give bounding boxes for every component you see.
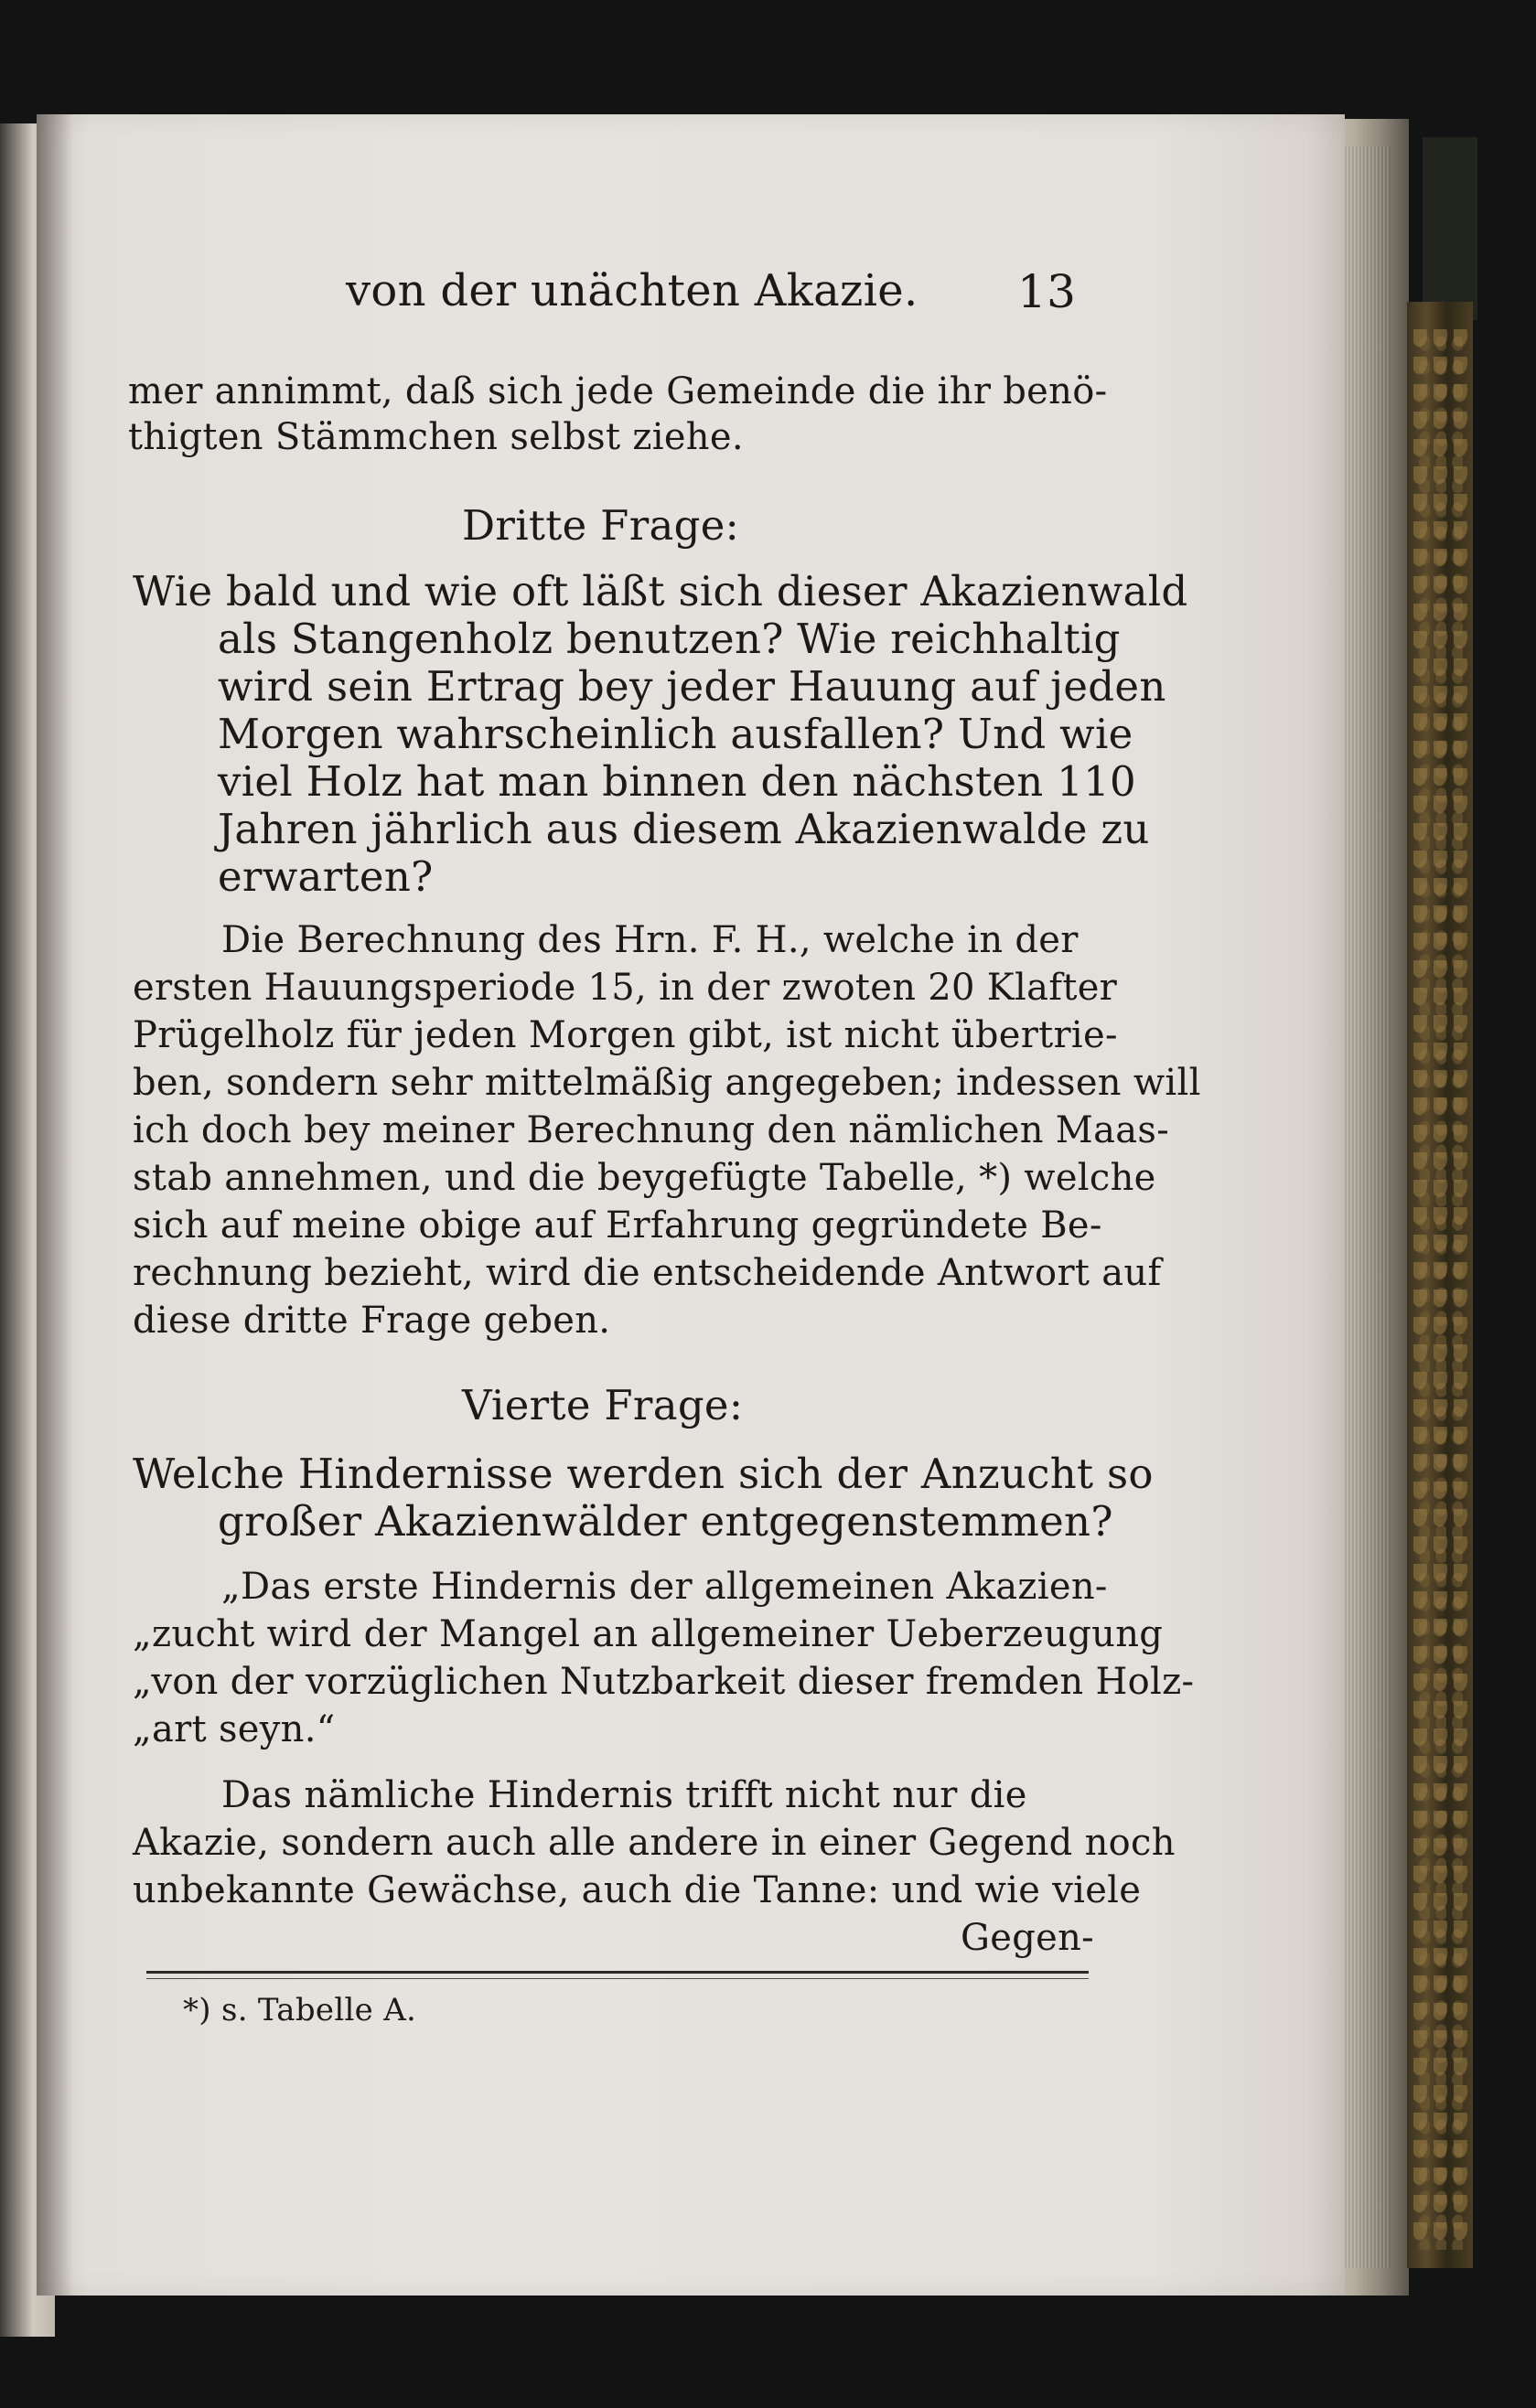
footnote: *) s. Tabelle A. bbox=[183, 1992, 417, 2028]
running-head: von der unächten Akazie. bbox=[346, 265, 918, 316]
text-line: sich auf meine obige auf Erfahrung gegründete Be- bbox=[133, 1204, 1102, 1247]
text-line: stab annehmen, und die beygefügte Tabelle, *) welche bbox=[133, 1157, 1156, 1199]
question-line: wird sein Ertrag bey jeder Hauung auf jeden bbox=[218, 662, 1166, 711]
text-line: diese dritte Frage geben. bbox=[133, 1300, 611, 1342]
question-line: Wie bald und wie oft läßt sich dieser Akazienwald bbox=[133, 567, 1188, 615]
quote-line: „zucht wird der Mangel an allgemeiner Ueberzeugung bbox=[133, 1613, 1164, 1655]
text-line: Die Berechnung des Hrn. F. H., welche in der bbox=[221, 919, 1079, 961]
text-line: rechnung bezieht, wird die entscheidende Antwort auf bbox=[133, 1252, 1162, 1294]
question-line: Jahren jährlich aus diesem Akazienwalde zu bbox=[218, 805, 1150, 853]
text-line: ersten Hauungsperiode 15, in der zwoten 20 Klafter bbox=[133, 967, 1118, 1009]
text-line: Akazie, sondern auch alle andere in einer Gegend noch bbox=[133, 1822, 1176, 1864]
question-line: Morgen wahrscheinlich ausfallen? Und wie bbox=[218, 710, 1133, 758]
question-line: als Stangenholz benutzen? Wie reichhaltig bbox=[218, 615, 1121, 663]
text-line: Prügelholz für jeden Morgen gibt, ist nicht übertrie- bbox=[133, 1014, 1118, 1056]
section-heading: Dritte Frage: bbox=[462, 501, 740, 550]
cover-corner bbox=[1423, 137, 1477, 320]
question-line: Welche Hindernisse werden sich der Anzucht so bbox=[133, 1450, 1154, 1498]
cover-marbling bbox=[1413, 329, 1468, 2250]
footnote-rule bbox=[146, 1971, 1089, 1979]
page-number: 13 bbox=[1017, 265, 1077, 318]
catchword: Gegen- bbox=[961, 1917, 1094, 1959]
text-line: Das nämliche Hindernis trifft nicht nur die bbox=[221, 1774, 1027, 1816]
question-line: großer Akazienwälder entgegenstemmen? bbox=[218, 1497, 1113, 1546]
text-line: thigten Stämmchen selbst ziehe. bbox=[128, 416, 744, 458]
text-line: unbekannte Gewächse, auch die Tanne: und wie viele bbox=[133, 1869, 1142, 1911]
text-line: ich doch bey meiner Berechnung den nämlichen Maas- bbox=[133, 1109, 1170, 1151]
question-line: erwarten? bbox=[218, 852, 434, 901]
quote-line: „art seyn.“ bbox=[133, 1708, 336, 1750]
quote-line: „Das erste Hindernis der allgemeinen Akazien- bbox=[221, 1566, 1108, 1608]
section-heading: Vierte Frage: bbox=[462, 1381, 744, 1429]
text-line: mer annimmt, daß sich jede Gemeinde die ihr benö- bbox=[128, 370, 1108, 412]
text-line: ben, sondern sehr mittelmäßig angegeben; indessen will bbox=[133, 1062, 1201, 1104]
question-line: viel Holz hat man binnen den nächsten 110 bbox=[218, 757, 1136, 806]
gutter-shadow bbox=[37, 114, 73, 2296]
quote-line: „von der vorzüglichen Nutzbarkeit dieser fremden Holz- bbox=[133, 1661, 1195, 1703]
